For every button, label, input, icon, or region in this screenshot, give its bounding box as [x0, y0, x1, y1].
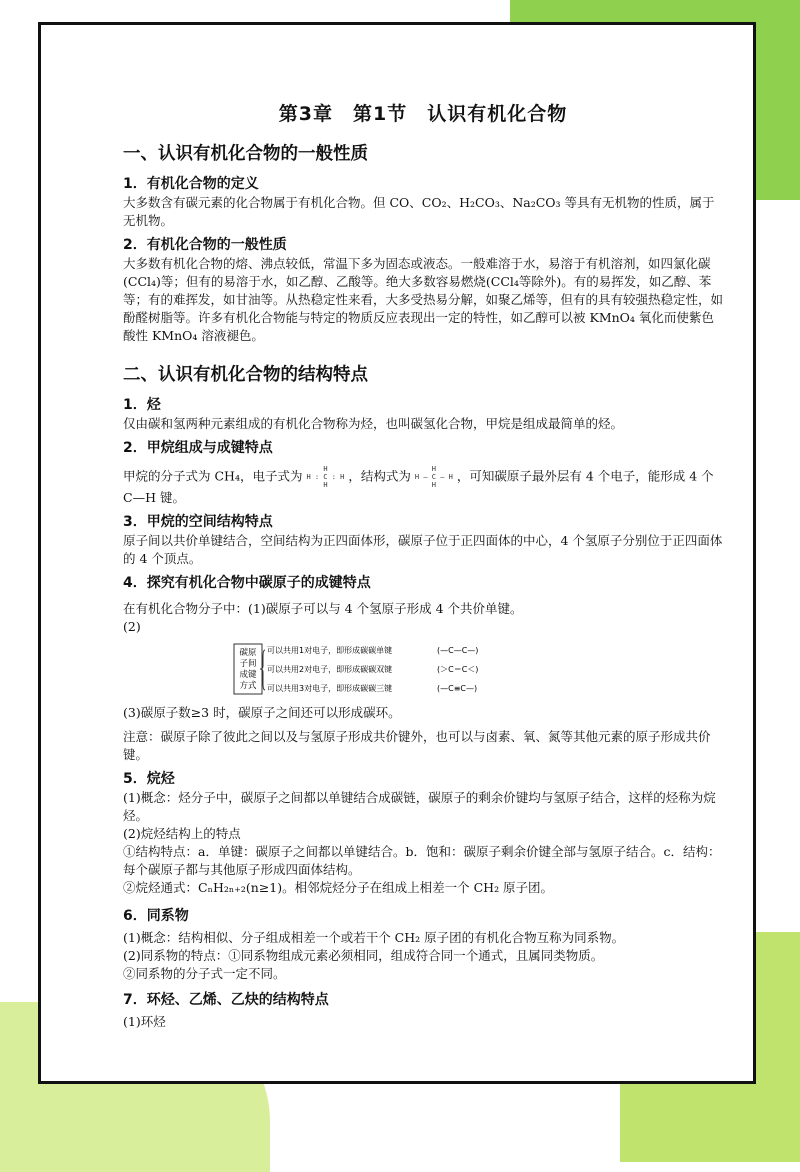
bond-box-line-3: 成键	[239, 670, 257, 680]
bond-formula-triple: (—C≡C—)	[437, 684, 478, 693]
s2-sub-6-text-3: ②同系物的分子式一定不同。	[123, 966, 286, 981]
s2-sub-2-text-a: 甲烷的分子式为 CH₄，电子式为	[123, 468, 303, 484]
s1-sub-2-heading: 2．有机化合物的一般性质	[123, 237, 287, 253]
s2-sub-4-text-1: 在有机化合物分子中：(1)碳原子可以与 4 个氢原子形成 4 个共价单键。	[123, 601, 523, 616]
s2-sub-4-heading: 4．探究有机化合物中碳原子的成键特点	[123, 575, 371, 591]
s2-sub-4-note: 注意：碳原子除了彼此之间以及与氢原子形成共价键外，也可以与卤素、氧、氮等其他元素的原子形成共价键。	[123, 729, 711, 762]
s2-sub-2-text-c: ，可知碳原子最外层有 4 个电子，能形成 4 个 C—H 键。	[123, 468, 714, 505]
methane-structural-formula: H H — C — H H	[414, 465, 453, 489]
s1-sub-1-text: 大多数含有碳元素的化合物属于有机化合物。但 CO、CO₂、H₂CO₃、Na₂CO₃ 等具有无机物的性质，属于无机物。	[123, 195, 715, 228]
s2-sub-1-text: 仅由碳和氢两种元素组成的有机化合物称为烃，也叫碳氢化合物，甲烷是组成最简单的烃。	[123, 416, 624, 431]
s1-sub-2-text: 大多数有机化合物的熔、沸点较低，常温下多为固态或液态。一般难溶于水，易溶于有机溶剂，如四氯化碳(CCl₄)等；但有的易溶于水，如乙醇、乙酸等。绝大多数容易燃烧(CCl₄等除外)。有的易挥发，如乙醇、苯等；有的难挥发，如甘油等。从热稳定性来看，大多受热易分解，如聚乙烯等，但有的具有较强热稳定性，如酚醛树脂等。许多有机化合物能与特定的物质反应表现出一定的特性，如乙醇可以被 KMnO₄ 氧化而使紫色酸性 KMnO₄ 溶液褪色。	[123, 256, 724, 343]
s2-sub-2-heading: 2．甲烷组成与成键特点	[123, 440, 273, 456]
carbon-bonding-diagram	[233, 642, 513, 696]
s2-sub-5-text-4: ②烷烃通式：CₙH₂ₙ₊₂(n≥1)。相邻烷烃分子在组成上相差一个 CH₂ 原子团。	[123, 880, 554, 895]
s2-sub-7-text: (1)环烃	[123, 1014, 166, 1029]
s1-sub-1-heading: 1．有机化合物的定义	[123, 176, 259, 192]
s2-sub-6-heading: 6．同系物	[123, 908, 189, 924]
s2-sub-3-heading: 3．甲烷的空间结构特点	[123, 514, 273, 530]
s2-sub-4-text-2: (2)	[123, 619, 141, 634]
bond-formula-double: (＞C＝C＜)	[437, 665, 479, 674]
s2-sub-5-text-3: ①结构特点：a．单键：碳原子之间都以单键结合。b．饱和：碳原子剩余价键全部与氢原子结合。c．结构：每个碳原子都与其他原子形成四面体结构。	[123, 844, 721, 877]
s2-sub-2-text-b: ，结构式为	[348, 468, 411, 484]
bond-row-single: 可以共用1对电子，即形成碳碳单键	[267, 646, 393, 655]
bond-row-double: 可以共用2对电子，即形成碳碳双键	[267, 665, 393, 674]
s2-sub-5-heading: 5．烷烃	[123, 771, 175, 787]
s2-sub-7-heading: 7．环烃、乙烯、乙炔的结构特点	[123, 992, 329, 1008]
s2-sub-5-text-2: (2)烷烃结构上的特点	[123, 826, 241, 841]
bond-row-triple: 可以共用3对电子，即形成碳碳三键	[267, 684, 393, 693]
bond-box-line-2: 子间	[239, 659, 257, 669]
s2-sub-6-text-2: (2)同系物的特点：①同系物组成元素必须相同，组成符合同一个通式，且属同类物质。	[123, 948, 604, 963]
page-title: 第3章 第1节 认识有机化合物	[278, 103, 568, 125]
methane-electron-formula: H H : C : H H	[306, 465, 345, 489]
s2-sub-4-text-3: (3)碳原子数≥3 时，碳原子之间还可以形成碳环。	[123, 705, 401, 720]
s2-sub-5-text-1: (1)概念：烃分子中，碳原子之间都以单键结合成碳链，碳原子的剩余价键均与氢原子结合，这样的烃称为烷烃。	[123, 790, 716, 823]
document-sheet	[38, 22, 756, 1084]
s2-sub-3-text: 原子间以共价单键结合，空间结构为正四面体形，碳原子位于正四面体的中心，4 个氢原子分别位于正四面体的 4 个顶点。	[123, 533, 723, 566]
section-1-heading: 一、认识有机化合物的一般性质	[123, 144, 368, 164]
s2-sub-6-text-1: (1)概念：结构相似、分子组成相差一个或若干个 CH₂ 原子团的有机化合物互称为同系物。	[123, 930, 625, 945]
bond-box-line-4: 方式	[239, 681, 257, 691]
bond-box-line-1: 碳原	[239, 648, 257, 658]
bond-formula-single: (—C—C—)	[437, 646, 479, 655]
s2-sub-1-heading: 1．烃	[123, 397, 161, 413]
section-2-heading: 二、认识有机化合物的结构特点	[123, 365, 368, 385]
s2-sub-2-text	[123, 465, 723, 507]
